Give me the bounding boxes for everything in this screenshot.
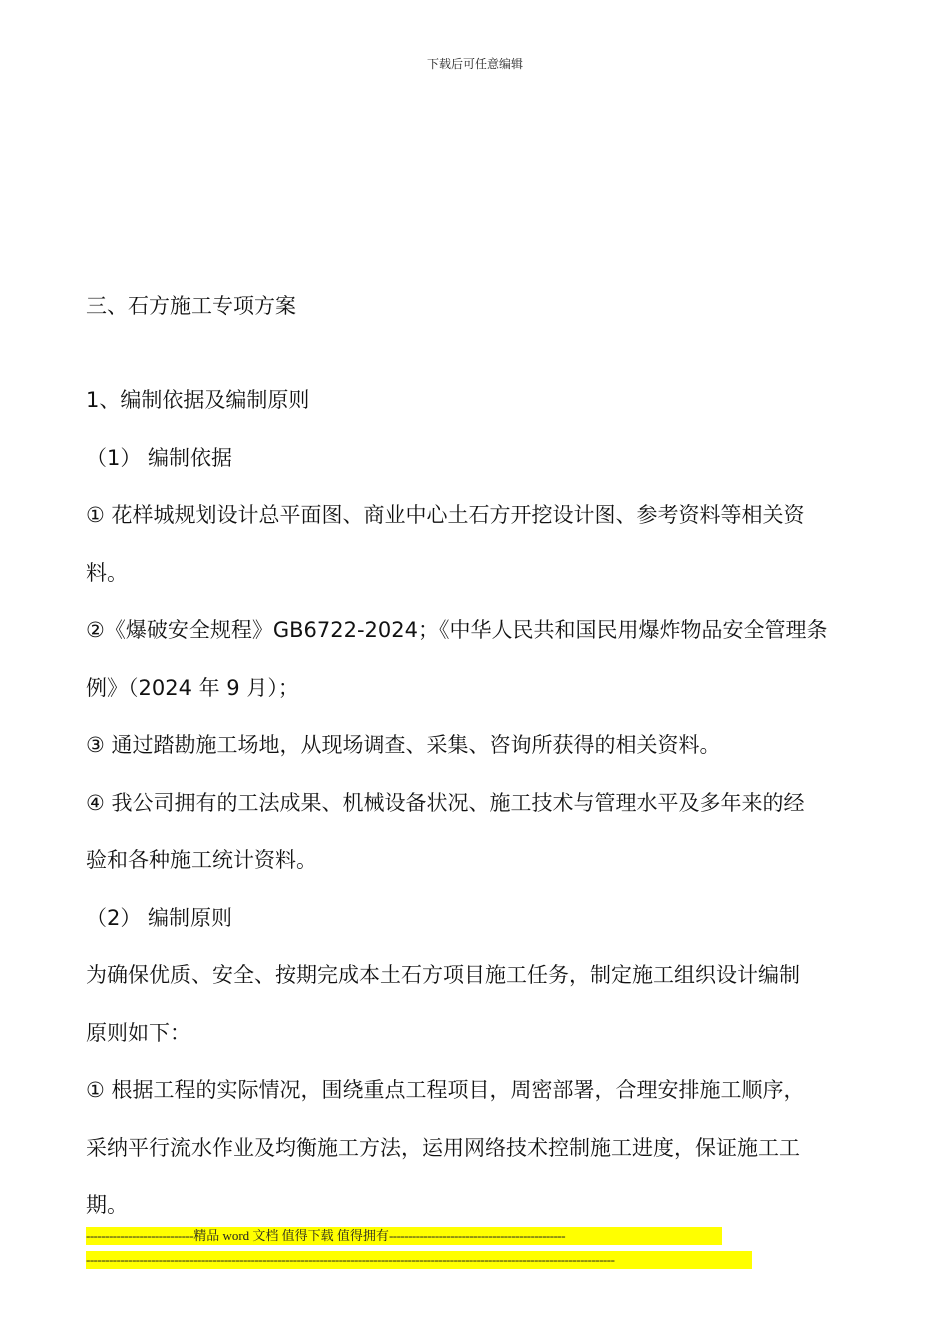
paragraph-line: ②《爆破安全规程》GB6722-2024；《中华人民共和国民用爆炸物品安全管理条 <box>86 618 828 642</box>
footer-slogan: 精品 word 文档 值得下载 值得拥有 <box>193 1228 389 1243</box>
paragraph-line: 期。 <box>86 1193 128 1217</box>
document-body <box>86 286 876 1235</box>
paragraph-line: 为确保优质、安全、按期完成本土石方项目施工任务，制定施工组织设计编制 <box>86 963 800 987</box>
page-header: 下载后可任意编辑 <box>426 57 523 71</box>
paragraph-line: ① 花样城规划设计总平面图、商业中心土石方开挖设计图、参考资料等相关资 <box>86 503 805 527</box>
section-title: 三、石方施工专项方案 <box>86 294 296 318</box>
subheading-compile-principles: （2） 编制原则 <box>86 905 233 930</box>
footer-dashes-right: ---------------------------------------------- <box>388 1228 566 1243</box>
paragraph-line: ① 根据工程的实际情况，围绕重点工程项目，周密部署，合理安排施工顺序， <box>86 1078 805 1102</box>
subheading-compile-basis: （1） 编制依据 <box>86 445 233 470</box>
paragraph-line: ④ 我公司拥有的工法成果、机械设备状况、施工技术与管理水平及多年来的经 <box>86 790 805 815</box>
paragraph-line: 采纳平行流水作业及均衡施工方法，运用网络技术控制施工进度，保证施工工 <box>86 1135 800 1160</box>
footer-highlight-line-2: ------------------------------------------------------------------------------------------------------------------------------------------ <box>86 1251 752 1269</box>
paragraph-line: ③ 通过踏勘施工场地，从现场调查、采集、咨询所获得的相关资料。 <box>86 733 721 757</box>
heading-compile-basis-principles: 1、编制依据及编制原则 <box>86 388 310 412</box>
paragraph-line: 料。 <box>86 560 128 585</box>
footer-dashes-left: ---------------------------- <box>86 1228 194 1243</box>
paragraph-line: 例》（2024 年 9 月）； <box>86 675 299 700</box>
paragraph-line: 验和各种施工统计资料。 <box>86 848 317 872</box>
footer-banner <box>86 1227 876 1275</box>
footer-highlight-line-1 <box>86 1227 722 1245</box>
paragraph-line: 原则如下： <box>86 1020 191 1045</box>
